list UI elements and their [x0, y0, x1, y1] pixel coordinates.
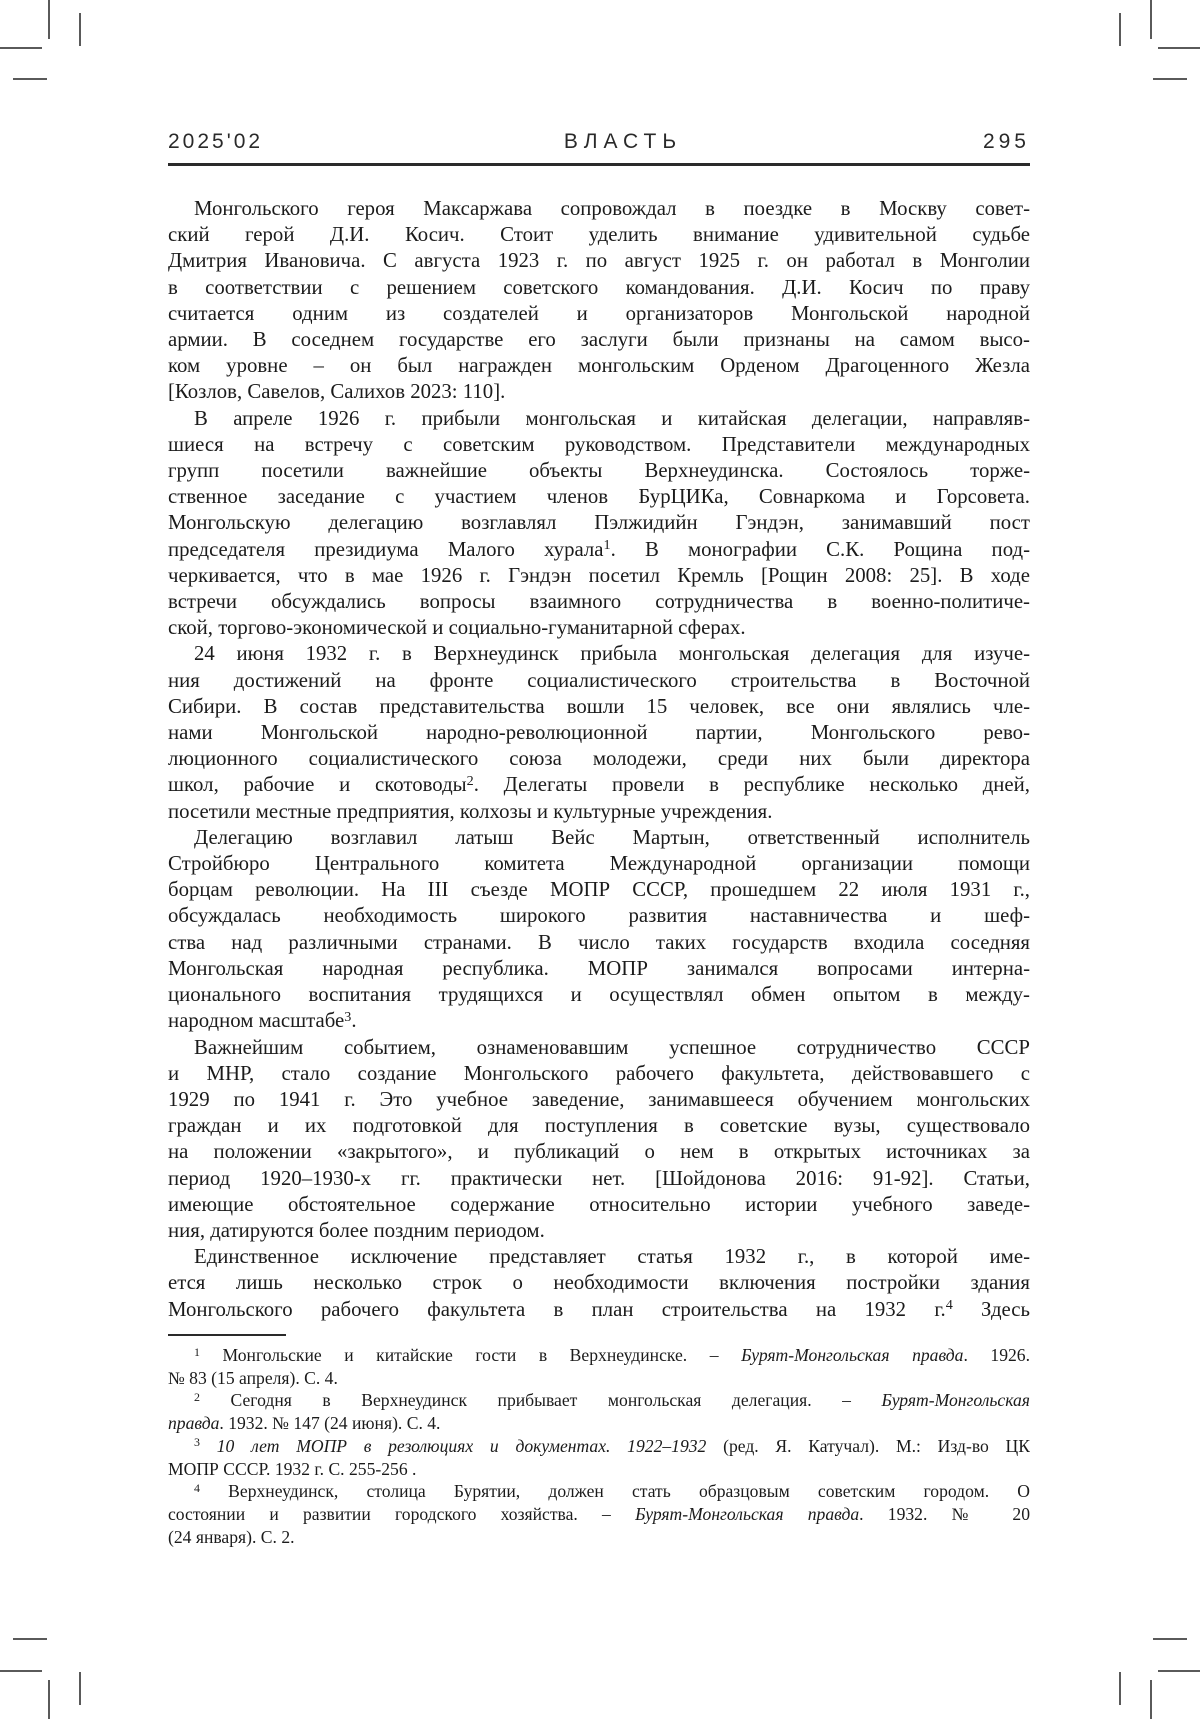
- text: Верхнеудинск, столица Бурятии, должен стать образцовым советским городом. О: [199, 1481, 1030, 1502]
- footnote-line: [168, 1435, 1030, 1458]
- text-line: [168, 275, 1030, 301]
- text-line: [168, 825, 1030, 851]
- text-line: [168, 851, 1030, 877]
- text: нами Монгольской народно-революционной партии, Монгольского рево-: [168, 721, 1030, 745]
- crop-mark: [1158, 47, 1200, 49]
- text-line: [168, 1139, 1030, 1165]
- italic-text: Бурят-Монгольская правда: [635, 1503, 860, 1524]
- footnote-marker: 2: [466, 773, 474, 790]
- text-line: [168, 1035, 1030, 1061]
- text-line: [168, 641, 1030, 667]
- text: Монгольского рабочего факультета в план строительства на 1932 г.: [168, 1297, 946, 1321]
- italic-text: правда: [168, 1413, 220, 1434]
- crop-mark: [1119, 1672, 1121, 1705]
- footnote-line: [168, 1367, 1030, 1390]
- text-line: [168, 510, 1030, 536]
- footnote-marker: 4: [945, 1297, 953, 1314]
- footnote-marker: 2: [194, 1390, 200, 1405]
- text-line: [168, 1192, 1030, 1218]
- text: граждан и их подготовкой для поступления в советские вузы, существовало: [168, 1114, 1030, 1138]
- text-line: [168, 930, 1030, 956]
- text-line: [168, 1244, 1030, 1270]
- paragraph: [168, 196, 1030, 406]
- crop-mark: [79, 13, 81, 46]
- text: (24 января). С. 2.: [168, 1526, 295, 1547]
- text: и МНР, стало создание Монгольского рабочего факультета, действовавшего с: [168, 1061, 1030, 1085]
- text: период 1920–1930-х гг. практически нет. [Шойдонова 2016: 91-92]. Статьи,: [168, 1166, 1030, 1190]
- page-number: 295: [982, 130, 1030, 153]
- footnote-marker: 1: [194, 1344, 200, 1359]
- text-line: [168, 982, 1030, 1008]
- crop-mark: [1158, 1670, 1200, 1672]
- text: МОПР СССР. 1932 г. С. 255-256 .: [168, 1458, 417, 1479]
- text-line: [168, 746, 1030, 772]
- text: Монгольскую делегацию возглавлял Пэлжидийн Гэндэн, занимавший пост: [168, 511, 1030, 535]
- text: школ, рабочие и скотоводы: [168, 773, 467, 797]
- text: председателя президиума Малого хурала: [168, 537, 604, 561]
- paragraph: [168, 1244, 1030, 1323]
- text: борцам революции. На III съезде МОПР СССР, прошедшем 22 июля 1931 г.,: [168, 878, 1030, 902]
- journal-title: ВЛАСТЬ: [563, 130, 683, 153]
- text: .: [351, 1009, 357, 1033]
- text-line: [168, 668, 1030, 694]
- text: в соответствии с решением советского командования. Д.И. Косич по праву: [168, 275, 1030, 299]
- text: 1929 по 1941 г. Это учебное заведение, занимавшееся обучением монгольских: [168, 1087, 1030, 1111]
- text-line: [168, 772, 1030, 798]
- text-line: [168, 1297, 1030, 1323]
- text-line: [168, 1087, 1030, 1113]
- footnote: [168, 1389, 1030, 1434]
- text-line: [168, 1061, 1030, 1087]
- crop-mark: [1119, 13, 1121, 46]
- text: В апреле 1926 г. прибыли монгольская и китайская делегации, направляв-: [194, 406, 1030, 430]
- italic-text: Бурят-Монгольская: [881, 1390, 1030, 1411]
- text-line: [168, 694, 1030, 720]
- footnote-line: [168, 1480, 1030, 1503]
- footnote-line: [168, 1412, 1030, 1435]
- text: № 83 (15 апреля). С. 4.: [168, 1367, 338, 1388]
- italic-text: Бурят-Монгольская правда: [741, 1345, 964, 1365]
- text: имеющие обстоятельное содержание относительно истории учебного заведе-: [168, 1192, 1030, 1216]
- text: на положении «закрытого», и публикаций о нем в открытых источниках за: [168, 1140, 1030, 1164]
- text: ской, торгово-экономической и социально-гуманитарной сферах.: [168, 616, 746, 640]
- text: Единственное исключение представляет статья 1932 г., в которой име-: [194, 1245, 1030, 1269]
- text: люционного социалистического союза молодежи, среди них были директора: [168, 747, 1030, 771]
- footnote: [168, 1435, 1030, 1480]
- text: . 1926.: [963, 1345, 1030, 1365]
- crop-mark: [1150, 1680, 1152, 1719]
- footnote-line: [168, 1344, 1030, 1367]
- text-line: [168, 432, 1030, 458]
- text: Важнейшим событием, ознаменовавшим успешное сотрудничество СССР: [194, 1035, 1030, 1059]
- text-line: [168, 956, 1030, 982]
- crop-mark: [48, 0, 50, 39]
- footnote-line: [168, 1503, 1030, 1526]
- text: Монгольская народная республика. МОПР занимался вопросами интерна-: [168, 956, 1030, 980]
- text-line: [168, 720, 1030, 746]
- text: Сибири. В состав представительства вошли 15 человек, все они являлись чле-: [168, 694, 1030, 718]
- text: Делегацию возглавил латыш Вейс Мартын, ответственный исполнитель: [194, 825, 1030, 849]
- text: Монгольского героя Максаржава сопровождал в поездке в Москву совет-: [194, 197, 1030, 220]
- text: [Козлов, Савелов, Салихов 2023: 110].: [168, 380, 506, 404]
- crop-mark: [0, 1670, 42, 1672]
- text: ния достижений на фронте социалистического строительства в Восточной: [168, 668, 1030, 692]
- text-line: [168, 877, 1030, 903]
- crop-mark: [79, 1672, 81, 1705]
- text: ственное заседание с участием членов БурЦИКа, Совнаркома и Горсовета.: [168, 485, 1030, 509]
- footnote-marker: 3: [194, 1435, 200, 1450]
- text-line: [168, 222, 1030, 248]
- footnote-line: [168, 1389, 1030, 1412]
- text-line: [168, 799, 1030, 825]
- crop-mark: [1153, 1638, 1187, 1640]
- text: встречи обсуждались вопросы взаимного сотрудничества в военно-политиче-: [168, 590, 1030, 614]
- text-line: [168, 353, 1030, 379]
- text: Стройбюро Центрального комитета Международной организации помощи: [168, 852, 1030, 876]
- text: обсуждалась необходимость широкого развития наставничества и шеф-: [168, 904, 1030, 928]
- text-line: [168, 196, 1030, 222]
- text: ства над различными странами. В число таких государств входила соседняя: [168, 930, 1030, 954]
- crop-mark: [0, 47, 42, 49]
- footnote-marker: 1: [603, 537, 611, 554]
- text-line: [168, 327, 1030, 353]
- text-line: [168, 903, 1030, 929]
- text: ский герой Д.И. Косич. Стоит уделить внимание удивительной судьбе: [168, 223, 1030, 247]
- text: считается одним из создателей и организаторов Монгольской народной: [168, 301, 1030, 325]
- text-line: [168, 1166, 1030, 1192]
- text-line: [168, 248, 1030, 274]
- footnote-marker: 4: [194, 1480, 200, 1495]
- text: шиеся на встречу с советским руководством. Представители международных: [168, 432, 1030, 456]
- crop-mark: [13, 1638, 47, 1640]
- text: посетили местные предприятия, колхозы и культурные учреждения.: [168, 799, 773, 823]
- text-line: [168, 1113, 1030, 1139]
- footnote: [168, 1480, 1030, 1548]
- text-line: [168, 563, 1030, 589]
- text: . Делегаты провели в республике несколько дней,: [473, 773, 1030, 797]
- text-line: [168, 301, 1030, 327]
- crop-mark: [1150, 0, 1152, 39]
- text-line: [168, 1218, 1030, 1244]
- text: черкивается, что в мае 1926 г. Гэндэн посетил Кремль [Рощин 2008: 25]. В ходе: [168, 563, 1030, 587]
- article-body: [168, 196, 1030, 1323]
- text: народном масштабе: [168, 1009, 345, 1033]
- issue-label: 2025'02: [168, 130, 264, 153]
- text-line: [168, 379, 1030, 405]
- text-line: [168, 1008, 1030, 1034]
- text: Здесь: [952, 1297, 1030, 1321]
- paragraph: [168, 1035, 1030, 1245]
- text: ния, датируются более поздним периодом.: [168, 1218, 545, 1242]
- paragraph: [168, 825, 1030, 1035]
- crop-mark: [13, 78, 47, 80]
- text: состоянии и развитии городского хозяйства. –: [168, 1503, 636, 1524]
- text: Сегодня в Верхнеудинск прибывает монгольская делегация. –: [199, 1390, 882, 1411]
- text-line: [168, 537, 1030, 563]
- crop-mark: [1153, 78, 1187, 80]
- text-line: [168, 484, 1030, 510]
- text-line: [168, 589, 1030, 615]
- text: . В монографии С.К. Рощина под-: [610, 537, 1030, 561]
- text: групп посетили важнейшие объекты Верхнеудинска. Состоялось торже-: [168, 459, 1030, 483]
- text: Монгольские и китайские гости в Верхнеудинске. –: [199, 1345, 742, 1365]
- text: (ред. Я. Катучал). М.: Изд-во ЦК: [706, 1435, 1030, 1456]
- italic-text: 10 лет МОПР в резолюциях и документах. 1922–1932: [216, 1435, 707, 1456]
- running-head: [168, 130, 1030, 166]
- text: Дмитрия Ивановича. С августа 1923 г. по август 1925 г. он работал в Монголии: [168, 249, 1030, 273]
- text-line: [168, 458, 1030, 484]
- text: ком уровне – он был награжден монгольским Орденом Драгоценного Жезла: [168, 354, 1030, 378]
- text: 24 июня 1932 г. в Верхнеудинск прибыла монгольская делегация для изуче-: [194, 642, 1030, 666]
- footnote-line: [168, 1526, 1030, 1549]
- text-line: [168, 406, 1030, 432]
- crop-mark: [48, 1680, 50, 1719]
- text: . 1932. № 147 (24 июня). С. 4.: [219, 1413, 441, 1434]
- footnote-marker: 3: [344, 1008, 352, 1025]
- paragraph: [168, 641, 1030, 824]
- text: [200, 1436, 217, 1456]
- footnotes: [168, 1344, 1030, 1548]
- text-line: [168, 615, 1030, 641]
- text: ется лишь несколько строк о необходимости включения постройки здания: [168, 1271, 1030, 1295]
- text-line: [168, 1270, 1030, 1296]
- footnote-separator: [168, 1334, 286, 1336]
- footnote-line: [168, 1458, 1030, 1481]
- text: ционального воспитания трудящихся и осуществлял обмен опытом в между-: [168, 983, 1030, 1007]
- text: . 1932. № 20: [859, 1503, 1030, 1524]
- text: армии. В соседнем государстве его заслуги были признаны на самом высо-: [168, 328, 1030, 352]
- footnote: [168, 1344, 1030, 1389]
- paragraph: [168, 406, 1030, 642]
